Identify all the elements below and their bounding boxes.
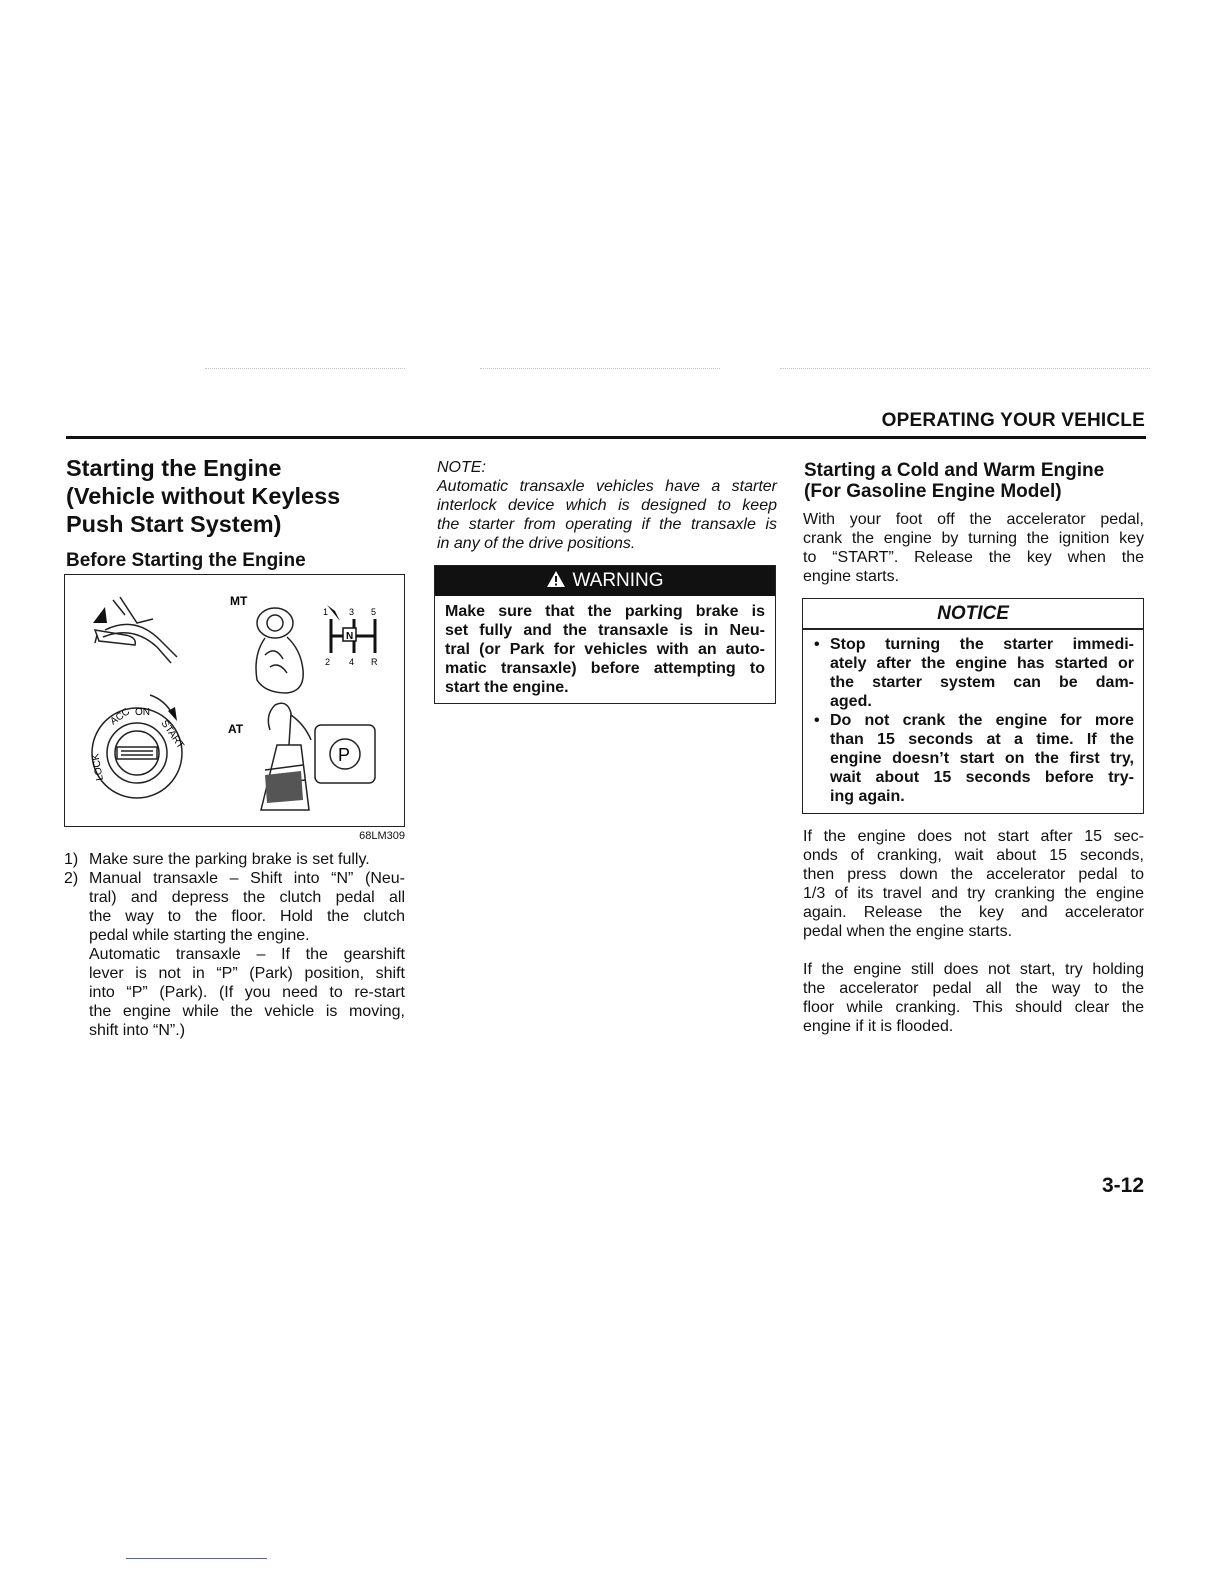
warning-line: start the engine.: [445, 679, 569, 696]
header-rule: [66, 436, 1146, 439]
gear-label: 4: [349, 657, 355, 667]
notice-bullet-item: [814, 635, 1134, 711]
illustration-figure: [64, 574, 405, 827]
manual-gear-knob-illustration: [256, 608, 303, 693]
key-position-start: START: [158, 718, 186, 751]
notice-line: the starter system can be dam-: [830, 674, 1134, 691]
gear-label: R: [371, 657, 378, 667]
notice-box: [802, 598, 1144, 814]
flooded-paragraph: [803, 960, 1144, 1036]
list-item-number: 2): [64, 870, 79, 887]
section-header: OPERATING YOUR VEHICLE: [881, 410, 1145, 431]
scan-artifact-line: [780, 368, 1150, 370]
list-item-text: tral) and depress the clutch pedal all: [89, 889, 405, 906]
mt-label: MT: [230, 594, 248, 608]
notice-line: engine doesn’t start on the first try,: [830, 750, 1134, 767]
figure-code: 68LM309: [359, 830, 405, 842]
paragraph-line: With your foot off the accelerator pedal,: [803, 511, 1144, 528]
list-item-text: Automatic transaxle – If the gearshift: [89, 946, 405, 963]
shift-arrow-icon: [327, 605, 340, 621]
key-position-acc: ACC: [108, 706, 133, 728]
list-item-text: Manual transaxle – Shift into “N” (Neu-: [89, 870, 405, 887]
note-label: NOTE:: [437, 459, 486, 476]
list-item-text: pedal while starting the engine.: [89, 927, 310, 944]
paragraph-line: If the engine does not start after 15 sec-: [803, 828, 1144, 845]
list-item-text: lever is not in “P” (Park) position, shift: [89, 965, 405, 982]
at-label: AT: [228, 722, 244, 736]
steps-list: [64, 850, 405, 1040]
warning-triangle-icon: [546, 570, 566, 588]
list-item-text: the way to the floor. Hold the clutch: [89, 908, 405, 925]
section-title-line: (For Gasoline Engine Model): [804, 481, 1062, 502]
warning-header-bar: [435, 566, 775, 596]
paragraph-line: the accelerator pedal all the way to the: [803, 980, 1144, 997]
list-item-text: the engine while the vehicle is moving,: [89, 1003, 405, 1020]
gear-label: 5: [371, 607, 377, 617]
list-item-text: shift into “N”.): [89, 1022, 186, 1039]
cranking-paragraph: [803, 827, 1144, 941]
paragraph-line: to “START”. Release the key when the: [803, 549, 1144, 566]
warning-line: tral (or Park for vehicles with an auto-: [445, 641, 765, 658]
section-title-line: Starting a Cold and Warm Engine: [804, 460, 1105, 481]
bullet-dot: •: [814, 712, 820, 729]
notice-line: aged.: [830, 693, 872, 710]
gear-label-n: N: [346, 631, 354, 642]
gear-label: 1: [323, 607, 329, 617]
list-item: [64, 869, 405, 1040]
figure-drawing: [65, 575, 403, 825]
gear-label: 2: [325, 657, 331, 667]
paragraph-line: floor while cranking. This should clear the: [803, 999, 1144, 1016]
note-text: Automatic transaxle vehicles have a starter: [437, 478, 777, 495]
list-item-number: 1): [64, 851, 79, 868]
shift-gate-panel: [265, 771, 303, 803]
parking-brake-illustration: [95, 597, 177, 663]
paragraph-line: engine if it is flooded.: [803, 1018, 954, 1035]
note-block: [437, 458, 777, 553]
notice-rule: [803, 628, 1143, 630]
notice-line: than 15 seconds at a time. If the: [830, 731, 1134, 748]
key-position-lock: LOCK: [90, 752, 106, 782]
paragraph-line: If the engine still does not start, try holding: [803, 961, 1144, 978]
list-item-text: Make sure the parking brake is set fully.: [89, 851, 370, 868]
warning-line: matic transaxle) before attempting to: [445, 660, 765, 677]
section-title-line: (Vehicle without Keyless: [66, 483, 341, 509]
paragraph-line: 1/3 of its travel and try cranking the engine: [803, 885, 1144, 902]
paragraph-line: pedal when the engine starts.: [803, 923, 1013, 940]
warning-text: [445, 602, 765, 697]
warning-line: Make sure that the parking brake is: [445, 603, 765, 620]
paragraph-line: onds of cranking, wait about 15 seconds,: [803, 847, 1144, 864]
note-text: in any of the drive positions.: [437, 535, 636, 552]
bottom-rule: [126, 1558, 267, 1559]
up-arrow-icon: [93, 607, 107, 623]
notice-line: Stop turning the starter immedi-: [830, 636, 1134, 653]
notice-title: NOTICE: [937, 603, 1009, 624]
scan-artifact-line: [480, 368, 720, 370]
paragraph-line: then press down the accelerator pedal to: [803, 866, 1144, 883]
page-number: 3-12: [1101, 1174, 1144, 1197]
gear-label: 3: [349, 607, 355, 617]
section-title: [804, 460, 1149, 502]
paragraph-line: engine starts.: [803, 568, 900, 585]
section-title-line: Push Start System): [66, 511, 282, 537]
scan-artifact-line: [205, 368, 405, 370]
note-text: the starter from operating if the transaxle is: [437, 516, 777, 533]
notice-line: ing again.: [830, 788, 905, 805]
list-item: [64, 850, 405, 869]
subsection-title: Before Starting the Engine: [66, 550, 306, 571]
list-item-text: into “P” (Park). (If you need to re-start: [89, 984, 405, 1001]
warning-box: [434, 565, 776, 704]
section-title-line: Starting the Engine: [66, 455, 282, 481]
bullet-dot: •: [814, 636, 820, 653]
intro-paragraph: [803, 510, 1144, 586]
notice-line: wait about 15 seconds before try-: [830, 769, 1134, 786]
warning-title-row: [435, 570, 775, 592]
note-text: interlock device which is designed to keep: [437, 497, 777, 514]
key-position-on: ON: [135, 707, 150, 718]
paragraph-line: crank the engine by turning the ignition key: [803, 530, 1144, 547]
warning-line: set fully and the transaxle is in Neu-: [445, 622, 765, 639]
paragraph-line: again. Release the key and accelerator: [803, 904, 1144, 921]
section-title: [66, 454, 406, 538]
warning-title: WARNING: [572, 570, 664, 591]
notice-line: Do not crank the engine for more: [830, 712, 1134, 729]
park-indicator-label: P: [338, 745, 351, 765]
notice-bullet-item: [814, 711, 1134, 806]
notice-line: ately after the engine has started or: [830, 655, 1134, 672]
